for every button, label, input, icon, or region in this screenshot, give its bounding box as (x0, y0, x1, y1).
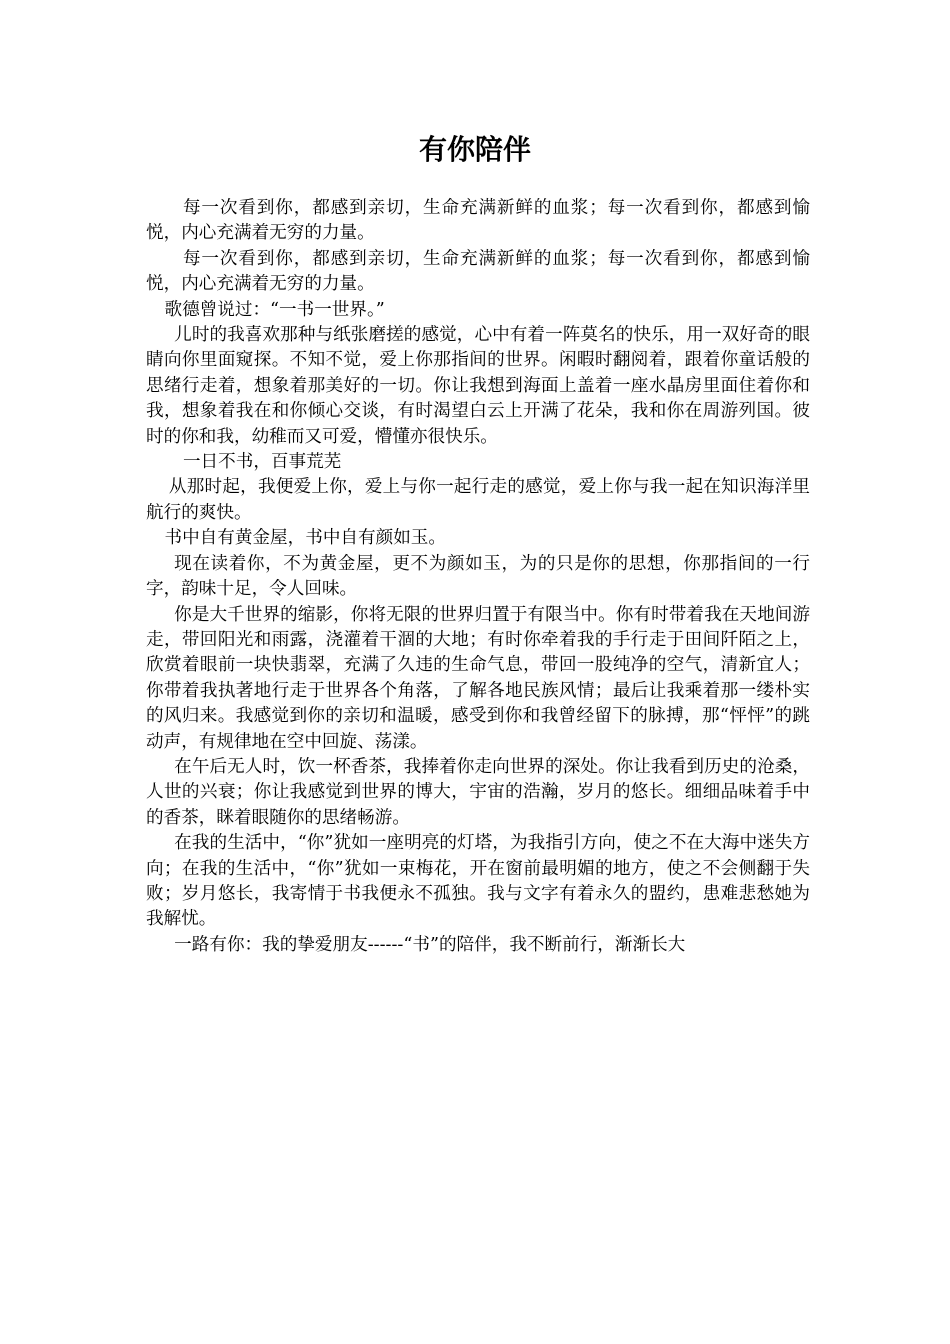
paragraph: 现在读着你，不为黄金屋，更不为颜如玉，为的只是你的思想，你那指间的一行字，韵味十足，令人回味。 (146, 553, 810, 600)
paragraph: 每一次看到你，都感到亲切，生命充满新鲜的血浆；每一次看到你，都感到愉悦，内心充满着无穷的力量。 (146, 198, 810, 244)
paragraph: 在我的生活中，“你”犹如一座明亮的灯塔，为我指引方向，使之不在大海中迷失方向；在我的生活中，“你”犹如一束梅花，开在窗前最明媚的地方，使之不会侧翻于失败；岁月悠长，我寄情于书我便永不孤独。我与文字有着永久的盟约，患难悲愁她为我解忧。 (146, 833, 810, 930)
paragraph: 一日不书，百事荒芜 (182, 452, 342, 473)
paragraph: 每一次看到你，都感到亲切，生命充满新鲜的血浆；每一次看到你，都感到愉悦，内心充满着无穷的力量。 (146, 248, 810, 295)
paragraph: 书中自有黄金屋，书中自有颜如玉。 (164, 528, 446, 549)
paragraph: 一路有你：我的挚爱朋友------“书”的陪伴，我不断前行，渐渐长大 (174, 934, 686, 955)
paragraph: 儿时的我喜欢那种与纸张磨搓的感觉，心中有着一阵莫名的快乐，用一双好奇的眼睛向你里面窥探。不知不觉，爱上你那指间的世界。闲暇时翻阅着，跟着你童话般的思绪行走着，想象着那美好的一切。你让我想到海面上盖着一座水晶房里面住着你和我，想象着我在和你倾心交谈，有时渴望白云上开满了花朵，我和你在周游列国。彼时的你和我，幼稚而又可爱，懵懂亦很快乐。 (146, 325, 810, 447)
document-body (146, 196, 810, 958)
paragraph: 歌德曾说过：“一书一世界。” (164, 299, 385, 320)
paragraph: 你是大千世界的缩影，你将无限的世界归置于有限当中。你有时带着我在天地间游走，带回阳光和雨露，浇灌着干涸的大地；有时你牵着我的手行走于田间阡陌之上，欣赏着眼前一块快翡翠，充满了久违的生命气息，带回一股纯净的空气，清新宜人；你带着我执著地行走于世界各个角落，了解各地民族风情；最后让我乘着那一缕朴实的风归来。我感觉到你的亲切和温暖，感受到你和我曾经留下的脉搏，那“怦怦”的跳动声，有规律地在空中回旋、荡漾。 (146, 604, 810, 752)
paragraph: 在午后无人时，饮一杯香茶，我捧着你走向世界的深处。你让我看到历史的沧桑，人世的兴衰；你让我感觉到世界的博大，宇宙的浩瀚，岁月的悠长。细细品味着手中的香茶，眯着眼随你的思绪畅游。 (146, 756, 810, 828)
paragraph: 从那时起，我便爱上你，爱上与你一起行走的感觉，爱上你与我一起在知识海洋里航行的爽快。 (146, 477, 810, 523)
document-title: 有你陪伴 (418, 133, 531, 166)
